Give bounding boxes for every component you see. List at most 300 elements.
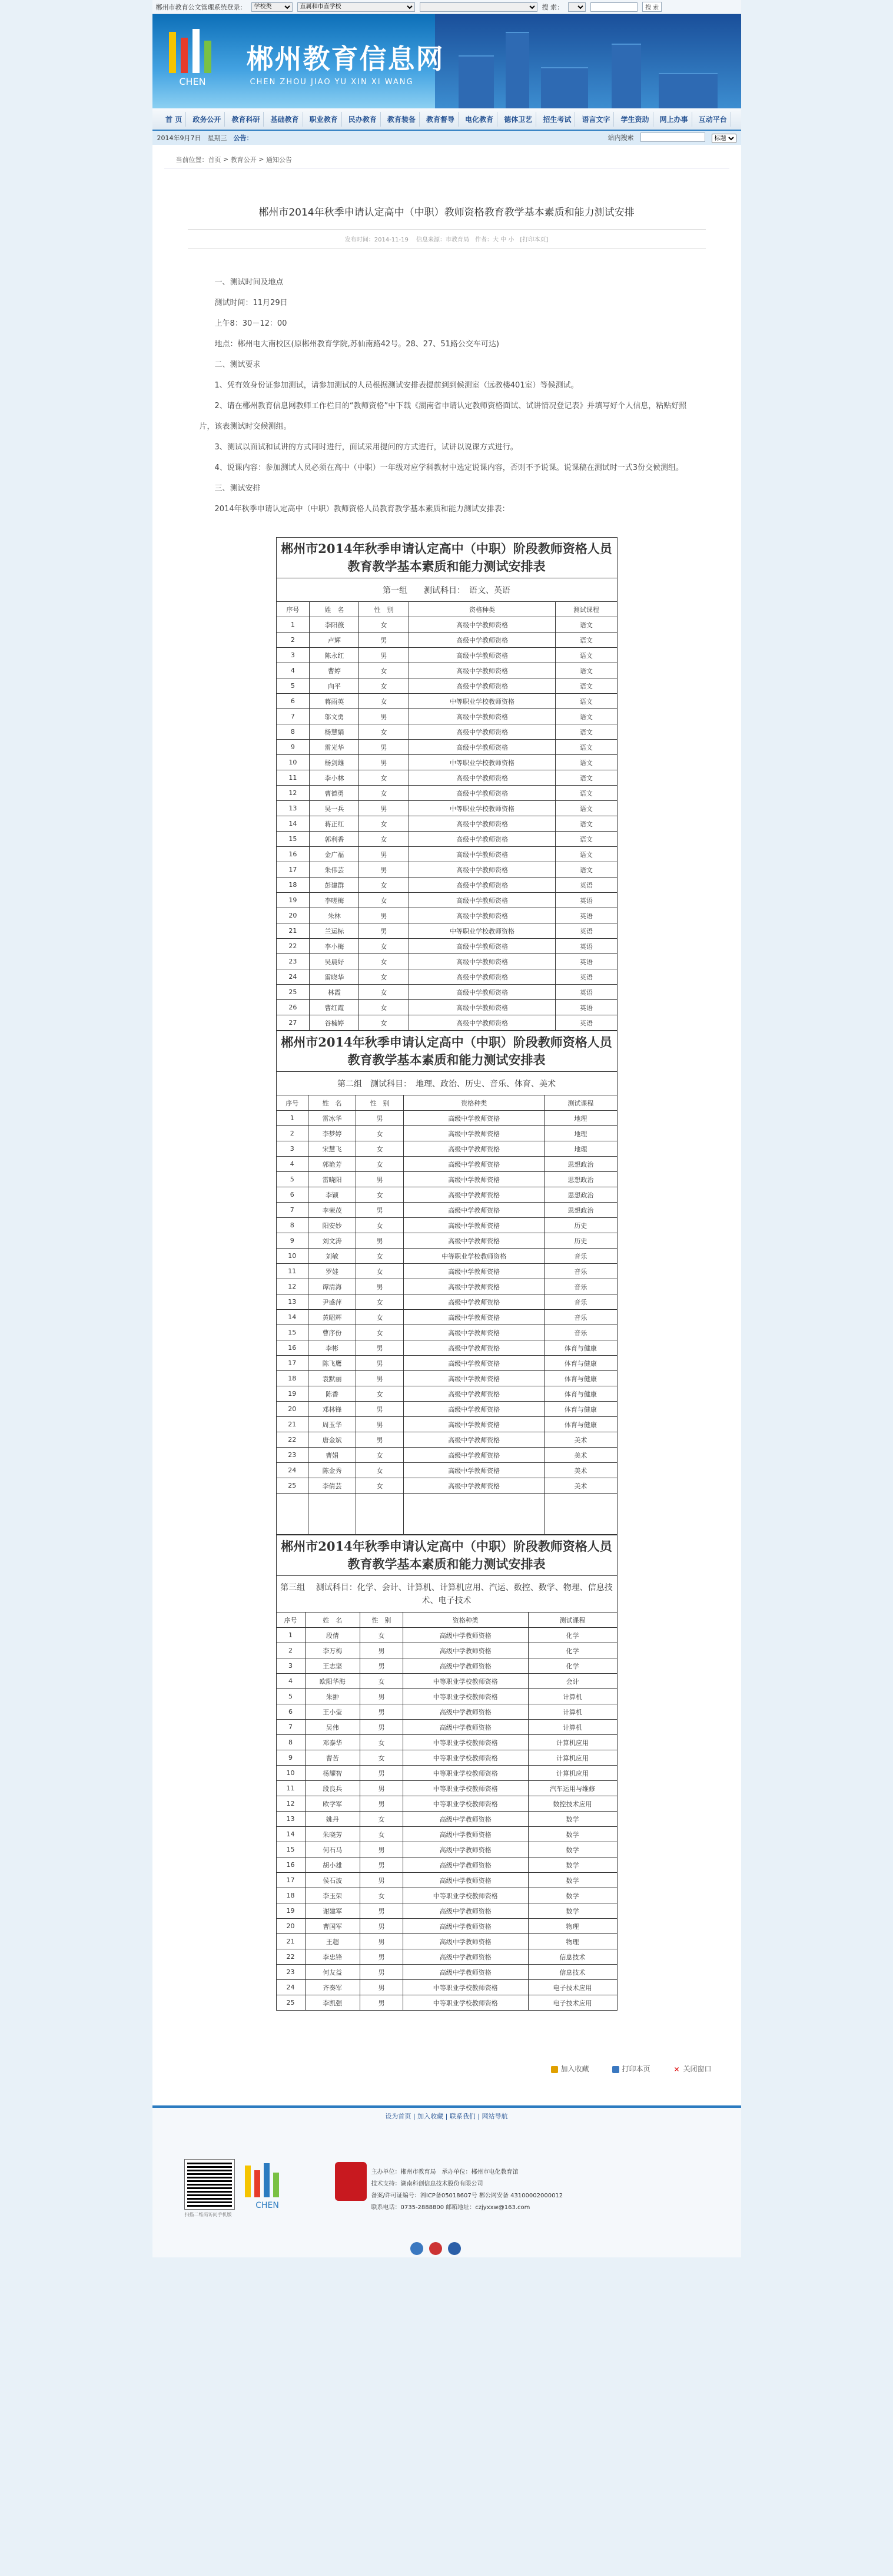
table-cell: 22 [276, 939, 310, 954]
table-cell: 语文 [556, 801, 617, 816]
table-cell: 计算机 [528, 1720, 617, 1735]
footer-logo-icon [238, 2162, 297, 2211]
breadcrumb-link[interactable]: 首页 [208, 155, 221, 164]
date-bar [152, 131, 741, 145]
table-cell: 21 [276, 1417, 308, 1432]
table-row [276, 1842, 617, 1857]
table-cell: 计算机应用 [528, 1750, 617, 1766]
table-cell: 女 [359, 878, 409, 893]
table-row [276, 1371, 617, 1386]
table-cell: 齐奏军 [305, 1980, 360, 1995]
table-cell: 高级中学教师资格 [403, 1827, 528, 1842]
table-cell: 9 [276, 1233, 308, 1249]
table-row [276, 1812, 617, 1827]
table-cell: 男 [360, 1689, 403, 1704]
table-cell: 计算机 [528, 1689, 617, 1704]
table-cell: 3 [276, 1658, 305, 1674]
table-cell: 女 [359, 1000, 409, 1015]
column-header: 资格种类 [403, 1613, 528, 1628]
table-row [276, 1658, 617, 1674]
search-label: 搜 索： [542, 3, 563, 11]
article-title: 郴州市2014年秋季申请认定高中（中职）教师资格教育教学基本素质和能力测试安排 [258, 207, 635, 218]
site-search-input[interactable] [640, 133, 705, 142]
table-cell: 高级中学教师资格 [409, 893, 556, 908]
table-cell: 女 [356, 1187, 404, 1203]
table-cell: 高级中学教师资格 [404, 1294, 545, 1310]
table-row [276, 709, 617, 724]
table-cell: 刘敏 [308, 1249, 356, 1264]
table-cell: 10 [276, 755, 310, 770]
table-cell: 胡小雄 [305, 1857, 360, 1873]
table-cell: 11 [276, 1781, 305, 1796]
table-header-row [276, 1095, 617, 1111]
table-cell: 男 [360, 1643, 403, 1658]
table-cell: 中等职业学校教师资格 [409, 755, 556, 770]
schedule-table [276, 537, 618, 1031]
nav-item[interactable]: 网上办事 [656, 112, 692, 127]
table-cell: 高级中学教师资格 [404, 1126, 545, 1141]
table-cell: 数学 [528, 1812, 617, 1827]
table-row [276, 1448, 617, 1463]
table-cell: 高级中学教师资格 [409, 633, 556, 648]
police-icon[interactable] [410, 2242, 423, 2255]
table-cell: 男 [359, 648, 409, 663]
table-cell: 思想政治 [545, 1187, 617, 1203]
table-cell: 13 [276, 1294, 308, 1310]
table-cell: 10 [276, 1766, 305, 1781]
table-cell: 计算机应用 [528, 1766, 617, 1781]
table-cell: 女 [359, 969, 409, 985]
nav-item[interactable]: 电化教育 [462, 112, 497, 127]
column-header: 姓 名 [305, 1613, 360, 1628]
table-cell: 向平 [310, 678, 359, 694]
table-cell: 8 [276, 724, 310, 740]
table-cell: 高级中学教师资格 [409, 969, 556, 985]
table-cell: 15 [276, 1325, 308, 1340]
site-title: 郴州教育信息网 [246, 43, 444, 75]
breadcrumb-link[interactable]: 通知公告 [265, 155, 292, 164]
table-cell: 体育与健康 [545, 1371, 617, 1386]
table-cell: 女 [359, 724, 409, 740]
table-cell: 李阳薇 [310, 617, 359, 633]
close-window-link[interactable]: ✕ 关闭窗口 [673, 2065, 712, 2074]
table-cell: 英语 [556, 908, 617, 923]
table-cell: 音乐 [545, 1264, 617, 1279]
school-select[interactable] [297, 2, 415, 12]
table-cell: 21 [276, 923, 310, 939]
table-cell: 23 [276, 954, 310, 969]
footer-line: 联系电话：0735-2888800 邮箱地址：czjyxxw@163.com [371, 2204, 530, 2211]
table-cell: 中等职业学校教师资格 [403, 1980, 528, 1995]
table-cell: 女 [359, 985, 409, 1000]
nav-item[interactable]: 互动平台 [695, 112, 731, 127]
table-cell: 中等职业学校教师资格 [403, 1674, 528, 1689]
table-row [276, 847, 617, 862]
table-title: 郴州市2014年秋季申请认定高中（中职）阶段教师资格人员教育教学基本素质和能力测试安排表 [276, 538, 617, 578]
table-cell: 美术 [545, 1478, 617, 1494]
table-cell: 25 [276, 985, 310, 1000]
table-cell: 英语 [556, 878, 617, 893]
table-cell: 女 [356, 1264, 404, 1279]
table-cell: 高级中学教师资格 [409, 1015, 556, 1031]
table-cell: 17 [276, 1356, 308, 1371]
table-cell: 女 [360, 1628, 403, 1643]
table-cell: 男 [356, 1402, 404, 1417]
table-cell: 高级中学教师资格 [403, 1857, 528, 1873]
paragraph: 二、测试要求 [214, 360, 261, 369]
table-cell: 数学 [528, 1827, 617, 1842]
table-cell: 谢建军 [305, 1903, 360, 1919]
gov-badge-icon[interactable] [335, 2162, 367, 2201]
table-row [276, 1463, 617, 1478]
table-cell: 6 [276, 694, 310, 709]
table-row [276, 908, 617, 923]
table-cell: 宋慧飞 [308, 1141, 356, 1157]
table-cell: 王志坚 [305, 1658, 360, 1674]
table-group: 第一组 测试科目： 语文、英语 [276, 578, 617, 602]
table-row [276, 694, 617, 709]
table-cell: 音乐 [545, 1249, 617, 1264]
table-row [276, 969, 617, 985]
table-row [276, 1949, 617, 1965]
nav-item[interactable]: 教育督导 [423, 112, 459, 127]
schedule-table [276, 1535, 618, 2011]
column-header: 测试课程 [556, 602, 617, 617]
table-title: 郴州市2014年秋季申请认定高中（中职）阶段教师资格人员教育教学基本素质和能力测试安排表 [276, 1031, 617, 1072]
table-row [276, 1233, 617, 1249]
table-cell: 男 [356, 1111, 404, 1126]
table-row [276, 1873, 617, 1888]
table-cell: 高级中学教师资格 [404, 1402, 545, 1417]
table-row [276, 1903, 617, 1919]
chen-logo-icon [163, 26, 222, 91]
table-cell: 18 [276, 1371, 308, 1386]
article-body [152, 249, 741, 519]
column-header: 测试课程 [528, 1613, 617, 1628]
table-cell: 吴一兵 [310, 801, 359, 816]
table-cell: 女 [356, 1310, 404, 1325]
table-cell: 中等职业学校教师资格 [403, 1781, 528, 1796]
system-login-link[interactable]: 郴州市教育公文管理系统登录： [155, 3, 247, 11]
table-cell: 杨慧娟 [310, 724, 359, 740]
table-cell: 化学 [528, 1658, 617, 1674]
paragraph: 2、请在郴州教育信息网教师工作栏目的“教师资格”中下载《湖南省申请认定教师资格面试、试讲情况登记表》并填写好个人信息，粘贴好照片，该表测试时交候测组。 [199, 402, 687, 431]
table-group: 第二组 测试科目： 地理、政治、历史、音乐、体育、美术 [276, 1072, 617, 1095]
table-cell: 兰运标 [310, 923, 359, 939]
search-button[interactable]: 搜 索 [642, 2, 662, 12]
table-cell: 高级中学教师资格 [409, 832, 556, 847]
table-cell: 27 [276, 1015, 310, 1031]
table-row [276, 1417, 617, 1432]
table-cell: 7 [276, 1203, 308, 1218]
table-cell: 黄昭辉 [308, 1310, 356, 1325]
school-type-select[interactable] [251, 2, 293, 12]
table-cell: 语文 [556, 694, 617, 709]
header-banner [152, 14, 741, 108]
nav-item[interactable]: 德体卫艺 [500, 112, 536, 127]
table-cell: 6 [276, 1187, 308, 1203]
add-favorite-link[interactable]: 加入收藏 [551, 2064, 589, 2074]
table-row [276, 724, 617, 740]
table-cell: 1 [276, 617, 310, 633]
table-cell: 女 [356, 1463, 404, 1478]
table-cell: 物理 [528, 1919, 617, 1934]
table-row [276, 1294, 617, 1310]
table-row [276, 1000, 617, 1015]
table-cell: 男 [360, 1873, 403, 1888]
search-input[interactable] [590, 2, 638, 12]
table-cell: 男 [360, 1704, 403, 1720]
table-cell: 王小莹 [305, 1704, 360, 1720]
table-cell: 女 [360, 1674, 403, 1689]
table-cell: 王超 [305, 1934, 360, 1949]
nav-item[interactable]: 教育科研 [228, 112, 264, 127]
table-row [276, 1141, 617, 1157]
notice-label: 公告： [233, 134, 253, 142]
table-cell: 思想政治 [545, 1172, 617, 1187]
table-cell: 女 [359, 678, 409, 694]
table-cell: 曹德勇 [310, 786, 359, 801]
table-cell: 高级中学教师资格 [409, 878, 556, 893]
table-cell: 美术 [545, 1463, 617, 1478]
table-row [276, 1674, 617, 1689]
table-row [276, 1827, 617, 1842]
column-header: 姓 名 [310, 602, 359, 617]
table-row [276, 832, 617, 847]
site-pinyin: CHEN ZHOU JIAO YU XIN XI WANG [250, 78, 414, 87]
table-cell: 中等职业学校教师资格 [403, 1735, 528, 1750]
table-cell: 2 [276, 1126, 308, 1141]
table-cell: 化学 [528, 1643, 617, 1658]
table-cell: 高级中学教师资格 [403, 1628, 528, 1643]
table-cell: 陈飞鹰 [308, 1356, 356, 1371]
table-row [276, 939, 617, 954]
table-cell: 女 [356, 1141, 404, 1157]
table-row [276, 678, 617, 694]
table-cell: 体育与健康 [545, 1356, 617, 1371]
table-row [276, 770, 617, 786]
table-cell: 8 [276, 1218, 308, 1233]
table-cell: 雷晓华 [310, 969, 359, 985]
nav-item[interactable]: 政务公开 [189, 112, 225, 127]
table-cell: 女 [359, 939, 409, 954]
table-cell: 语文 [556, 770, 617, 786]
table-cell: 语文 [556, 862, 617, 878]
table-cell: 高级中学教师资格 [409, 648, 556, 663]
table-row [276, 633, 617, 648]
table-cell: 男 [359, 862, 409, 878]
table-cell: 计算机应用 [528, 1735, 617, 1750]
table-row [276, 1218, 617, 1233]
table-row [276, 1888, 617, 1903]
table-cell: 李荣茂 [308, 1203, 356, 1218]
city-skyline-image [435, 14, 741, 108]
table-cell: 体育与健康 [545, 1417, 617, 1432]
table-cell: 高级中学教师资格 [404, 1264, 545, 1279]
table-cell: 李倩芸 [308, 1478, 356, 1494]
table-cell: 计算机 [528, 1704, 617, 1720]
site-search-field[interactable] [712, 134, 736, 143]
table-row [276, 801, 617, 816]
footer-links[interactable]: 设为首页 | 加入收藏 | 联系我们 | 网站导航 [385, 2113, 508, 2120]
table-cell: 1 [276, 1628, 305, 1643]
table-cell: 思想政治 [545, 1203, 617, 1218]
table-cell: 女 [356, 1249, 404, 1264]
table-cell: 语文 [556, 847, 617, 862]
table-row [276, 878, 617, 893]
table-cell: 男 [360, 1796, 403, 1812]
table-cell: 5 [276, 1172, 308, 1187]
table-row [276, 1111, 617, 1126]
table-cell: 李万梅 [305, 1643, 360, 1658]
verify-icon[interactable] [448, 2242, 461, 2255]
paragraph: 一、测试时间及地点 [214, 278, 284, 287]
paragraph: 三、测试安排 [214, 484, 261, 493]
table-cell: 侯石波 [305, 1873, 360, 1888]
table-cell: 14 [276, 1827, 305, 1842]
schedule-tables [152, 537, 741, 2011]
table-cell: 欧阳华海 [305, 1674, 360, 1689]
paragraph: 3、测试以面试和试讲的方式同时进行，面试采用提问的方式进行，试讲以说课方式进行。 [214, 443, 518, 452]
table-cell: 高级中学教师资格 [403, 1643, 528, 1658]
article-meta: 发布时间：2014-11-19 信息来源：市教育局 作者：大 中 小 [打印本页] [188, 229, 706, 249]
table-row [276, 1934, 617, 1949]
table-cell: 高级中学教师资格 [403, 1842, 528, 1857]
column-header: 资格种类 [404, 1095, 545, 1111]
table-cell: 高级中学教师资格 [409, 939, 556, 954]
table-cell: 卢辉 [310, 633, 359, 648]
breadcrumb-link[interactable]: 教育公开 [230, 155, 257, 164]
table-cell: 女 [359, 663, 409, 678]
nav-item[interactable]: 语言文字 [578, 112, 614, 127]
nav-item[interactable]: 首 页 [162, 112, 186, 127]
print-icon [612, 2066, 619, 2073]
table-cell: 男 [356, 1371, 404, 1386]
table-cell: 男 [356, 1279, 404, 1294]
table-row [276, 1628, 617, 1643]
table-cell: 曹序份 [308, 1325, 356, 1340]
table-cell: 李小梅 [310, 939, 359, 954]
table-cell: 女 [360, 1750, 403, 1766]
nav-item[interactable]: 民办教育 [345, 112, 381, 127]
table-cell: 汽车运用与维修 [528, 1781, 617, 1796]
table-cell: 数学 [528, 1857, 617, 1873]
table-cell: 11 [276, 1264, 308, 1279]
table-cell: 女 [359, 893, 409, 908]
column-header: 姓 名 [308, 1095, 356, 1111]
table-cell: 英语 [556, 985, 617, 1000]
nav-item[interactable]: 教育装备 [384, 112, 420, 127]
table-cell: 音乐 [545, 1279, 617, 1294]
table-cell: 李彬 [308, 1340, 356, 1356]
table-cell: 男 [360, 1934, 403, 1949]
footer [152, 2105, 741, 2257]
table-row [276, 1157, 617, 1172]
table-cell: 曹婷 [310, 663, 359, 678]
table-cell: 中等职业学校教师资格 [404, 1249, 545, 1264]
table-cell: 15 [276, 832, 310, 847]
table-cell: 电子技术应用 [528, 1980, 617, 1995]
table-cell: 语文 [556, 786, 617, 801]
table-cell: 邓泰华 [305, 1735, 360, 1750]
table-cell: 数学 [528, 1842, 617, 1857]
table-cell: 语文 [556, 648, 617, 663]
column-header: 序号 [276, 1095, 308, 1111]
paragraph: 4、说课内容：参加测试人员必须在高中（中职）一年级对应学科教材中选定说课内容，否则不予说课。说课稿在测试时一式3份交候测组。 [214, 463, 684, 472]
table-cell: 3 [276, 1141, 308, 1157]
search-scope-select[interactable] [568, 2, 586, 12]
table-cell: 19 [276, 893, 310, 908]
nav-item[interactable]: 学生资助 [618, 112, 653, 127]
table-cell: 何友益 [305, 1965, 360, 1980]
table-cell: 高级中学教师资格 [404, 1463, 545, 1478]
table-header-row [276, 602, 617, 617]
table-cell: 体育与健康 [545, 1386, 617, 1402]
table-cell: 英语 [556, 954, 617, 969]
table-cell: 李梦婷 [308, 1126, 356, 1141]
table-cell: 杨剑雄 [310, 755, 359, 770]
table-row [276, 1325, 617, 1340]
table-row [276, 1386, 617, 1402]
table-cell: 彭建群 [310, 878, 359, 893]
table-cell: 2 [276, 633, 310, 648]
table-row [276, 1965, 617, 1980]
table-cell: 男 [360, 1949, 403, 1965]
print-link[interactable]: 打印本页 [612, 2064, 650, 2074]
table-cell: 历史 [545, 1233, 617, 1249]
table-cell: 16 [276, 847, 310, 862]
table-title: 郴州市2014年秋季申请认定高中（中职）阶段教师资格人员教育教学基本素质和能力测试安排表 [276, 1535, 617, 1576]
table-cell: 高级中学教师资格 [403, 1658, 528, 1674]
table-cell: 高级中学教师资格 [409, 985, 556, 1000]
page [152, 0, 741, 2257]
footer-line: 主办单位：郴州市教育局 承办单位：郴州市电化教育馆 [371, 2169, 519, 2176]
table-cell: 男 [359, 923, 409, 939]
table-row [276, 923, 617, 939]
table-cell: 18 [276, 878, 310, 893]
table-row [276, 1643, 617, 1658]
table-row [276, 1187, 617, 1203]
table-cell: 朱晓芳 [305, 1827, 360, 1842]
table-row [276, 893, 617, 908]
table-cell: 20 [276, 1919, 305, 1934]
trust-icon[interactable] [429, 2242, 442, 2255]
table-cell: 李凯强 [305, 1995, 360, 2011]
table-cell: 语文 [556, 633, 617, 648]
table-cell: 女 [356, 1386, 404, 1402]
table-row [276, 1995, 617, 2011]
table-cell: 语文 [556, 755, 617, 770]
table-cell: 李嗟梅 [310, 893, 359, 908]
table-cell: 数学 [528, 1903, 617, 1919]
table-row [276, 663, 617, 678]
table-row [276, 1478, 617, 1494]
table-cell: 男 [360, 1980, 403, 1995]
paragraph: 测试时间：11月29日 [214, 299, 288, 307]
table-cell: 语文 [556, 816, 617, 832]
nav-item[interactable]: 基础教育 [267, 112, 303, 127]
table-cell: 音乐 [545, 1294, 617, 1310]
nav-item[interactable]: 职业教育 [306, 112, 342, 127]
table-cell: 高级中学教师资格 [409, 678, 556, 694]
paragraph: 地点：郴州电大南校区(原郴州教育学院,苏仙南路42号。28、27、51路公交车可达) [214, 340, 499, 349]
table-row [276, 1750, 617, 1766]
school-sub-select[interactable] [420, 2, 537, 12]
table-cell: 唐金斌 [308, 1432, 356, 1448]
table-cell: 男 [359, 908, 409, 923]
nav-item[interactable]: 招生考试 [539, 112, 575, 127]
table-cell: 高级中学教师资格 [403, 1704, 528, 1720]
